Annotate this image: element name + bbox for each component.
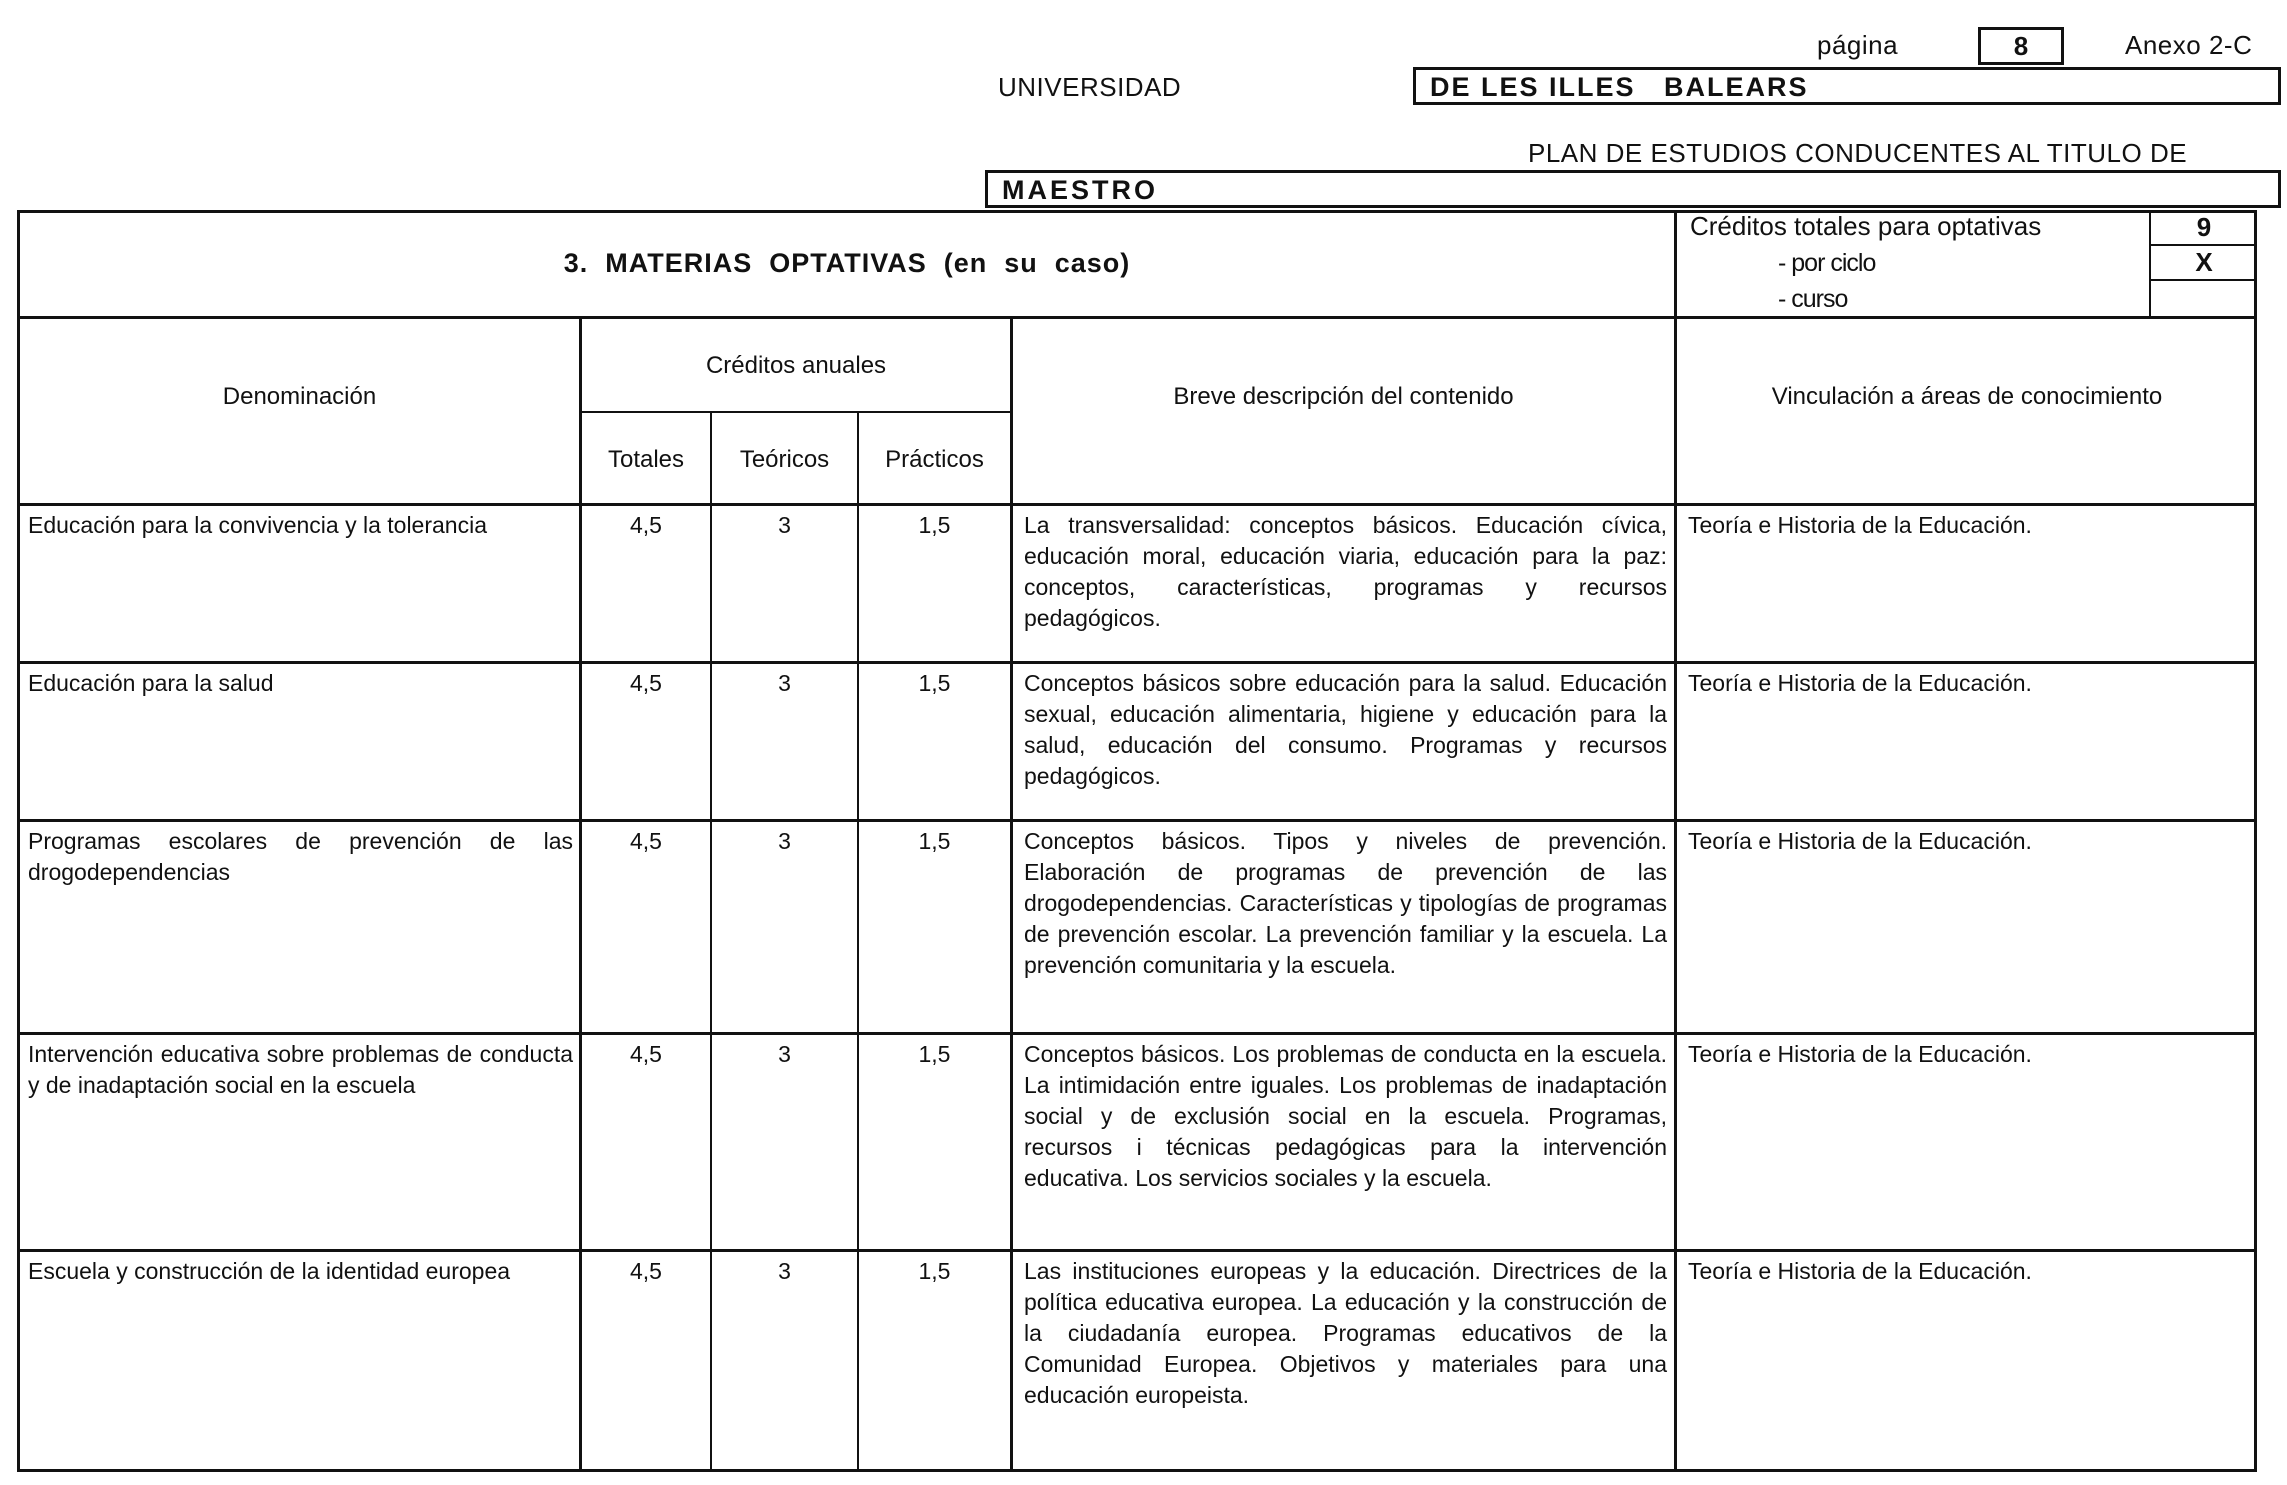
row-1-description: La transversalidad: conceptos básicos. Educación cívica, educación moral, educación viaria, educación para la paz: conceptos, características, programas y recursos pedagógicos. <box>1024 512 1667 631</box>
per-cycle-value: X <box>2195 247 2213 277</box>
row-2-area: Teoría e Historia de la Educación. <box>1688 670 2032 696</box>
row-2-teoricos: 3 <box>778 670 791 696</box>
row-2-practicos: 1,5 <box>918 670 951 696</box>
university-label: UNIVERSIDAD <box>998 72 1182 102</box>
degree-name: MAESTRO <box>1002 175 1158 205</box>
row-1-totales: 4,5 <box>630 512 662 538</box>
row-3-totales: 4,5 <box>630 828 662 854</box>
row-4-area: Teoría e Historia de la Educación. <box>1688 1041 2032 1067</box>
optional-credits-label: Créditos totales para optativas <box>1690 211 2042 241</box>
row-5-description: Las instituciones europeas y la educación. Directrices de la política educativa europea. La educación y la construcción de la ciudadanía europea. Programas educativos de la Comunidad Europea. Objetivos y materiales para una educación europeista. <box>1024 1258 1667 1408</box>
section-title: 3. MATERIAS OPTATIVAS (en su caso) <box>563 248 1131 278</box>
row-4-name: Intervención educativa sobre problemas de conducta y de inadaptación social en la escuela <box>28 1041 573 1098</box>
page-number-box <box>1978 27 2064 65</box>
annex-label: Anexo 2-C <box>2125 30 2253 60</box>
col-creditos-anuales: Créditos anuales <box>705 352 887 379</box>
row-1-teoricos: 3 <box>778 512 791 538</box>
row-1-area: Teoría e Historia de la Educación. <box>1688 512 2032 538</box>
col-teoricos: Teóricos <box>739 446 830 473</box>
row-5-practicos: 1,5 <box>918 1258 951 1284</box>
degree-box <box>985 170 2281 208</box>
row-4-practicos: 1,5 <box>918 1041 951 1067</box>
row-2-totales: 4,5 <box>630 670 662 696</box>
row-2-description: Conceptos básicos sobre educación para la salud. Educación sexual, educación alimentaria, higiene y educación para la salud, educación del consumo. Programas y recursos pedagógicos. <box>1024 670 1667 789</box>
row-5-area: Teoría e Historia de la Educación. <box>1688 1258 2032 1284</box>
row-4-description: Conceptos básicos. Los problemas de conducta en la escuela. La intimidación entre iguales. Los problemas de inadaptación social y de exclusión social en la escuela. Programas, recursos i técnicas pedagógicas para la intervención educativa. Los servicios sociales y la escuela. <box>1024 1041 1667 1191</box>
per-course-label: - curso <box>1778 285 1848 313</box>
col-vinculacion: Vinculación a áreas de conocimiento <box>1771 383 2163 410</box>
col-denominacion: Denominación <box>222 383 377 410</box>
row-3-practicos: 1,5 <box>918 828 951 854</box>
col-practicos: Prácticos <box>885 446 984 473</box>
row-3-name: Programas escolares de prevención de las drogodependencias <box>28 828 573 885</box>
university-name-box <box>1413 67 2281 105</box>
page-number: 8 <box>2013 31 2029 61</box>
row-2-name: Educación para la salud <box>28 670 274 696</box>
plan-label: PLAN DE ESTUDIOS CONDUCENTES AL TITULO DE <box>1528 138 2188 168</box>
row-4-totales: 4,5 <box>630 1041 662 1067</box>
row-4-teoricos: 3 <box>778 1041 791 1067</box>
per-cycle-label: - por ciclo <box>1778 249 1876 277</box>
page-label: página <box>1817 30 1899 60</box>
row-3-description: Conceptos básicos. Tipos y niveles de prevención. Elaboración de programas de prevención de las drogodependencias. Características y tipologías de programas de prevención escolar. La prevención familiar y la escuela. La prevención comunitaria y la escuela. <box>1024 828 1667 978</box>
row-5-name: Escuela y construcción de la identidad europea <box>28 1258 511 1284</box>
row-3-area: Teoría e Historia de la Educación. <box>1688 828 2032 854</box>
col-totales: Totales <box>607 446 685 473</box>
row-1-name: Educación para la convivencia y la tolerancia <box>28 512 487 538</box>
row-5-totales: 4,5 <box>630 1258 662 1284</box>
col-descripcion: Breve descripción del contenido <box>1173 383 1514 410</box>
row-1-practicos: 1,5 <box>918 512 951 538</box>
row-3-teoricos: 3 <box>778 828 791 854</box>
university-name: DE LES ILLES BALEARS <box>1430 72 1809 102</box>
row-5-teoricos: 3 <box>778 1258 791 1284</box>
optional-credits-value: 9 <box>2196 212 2212 242</box>
